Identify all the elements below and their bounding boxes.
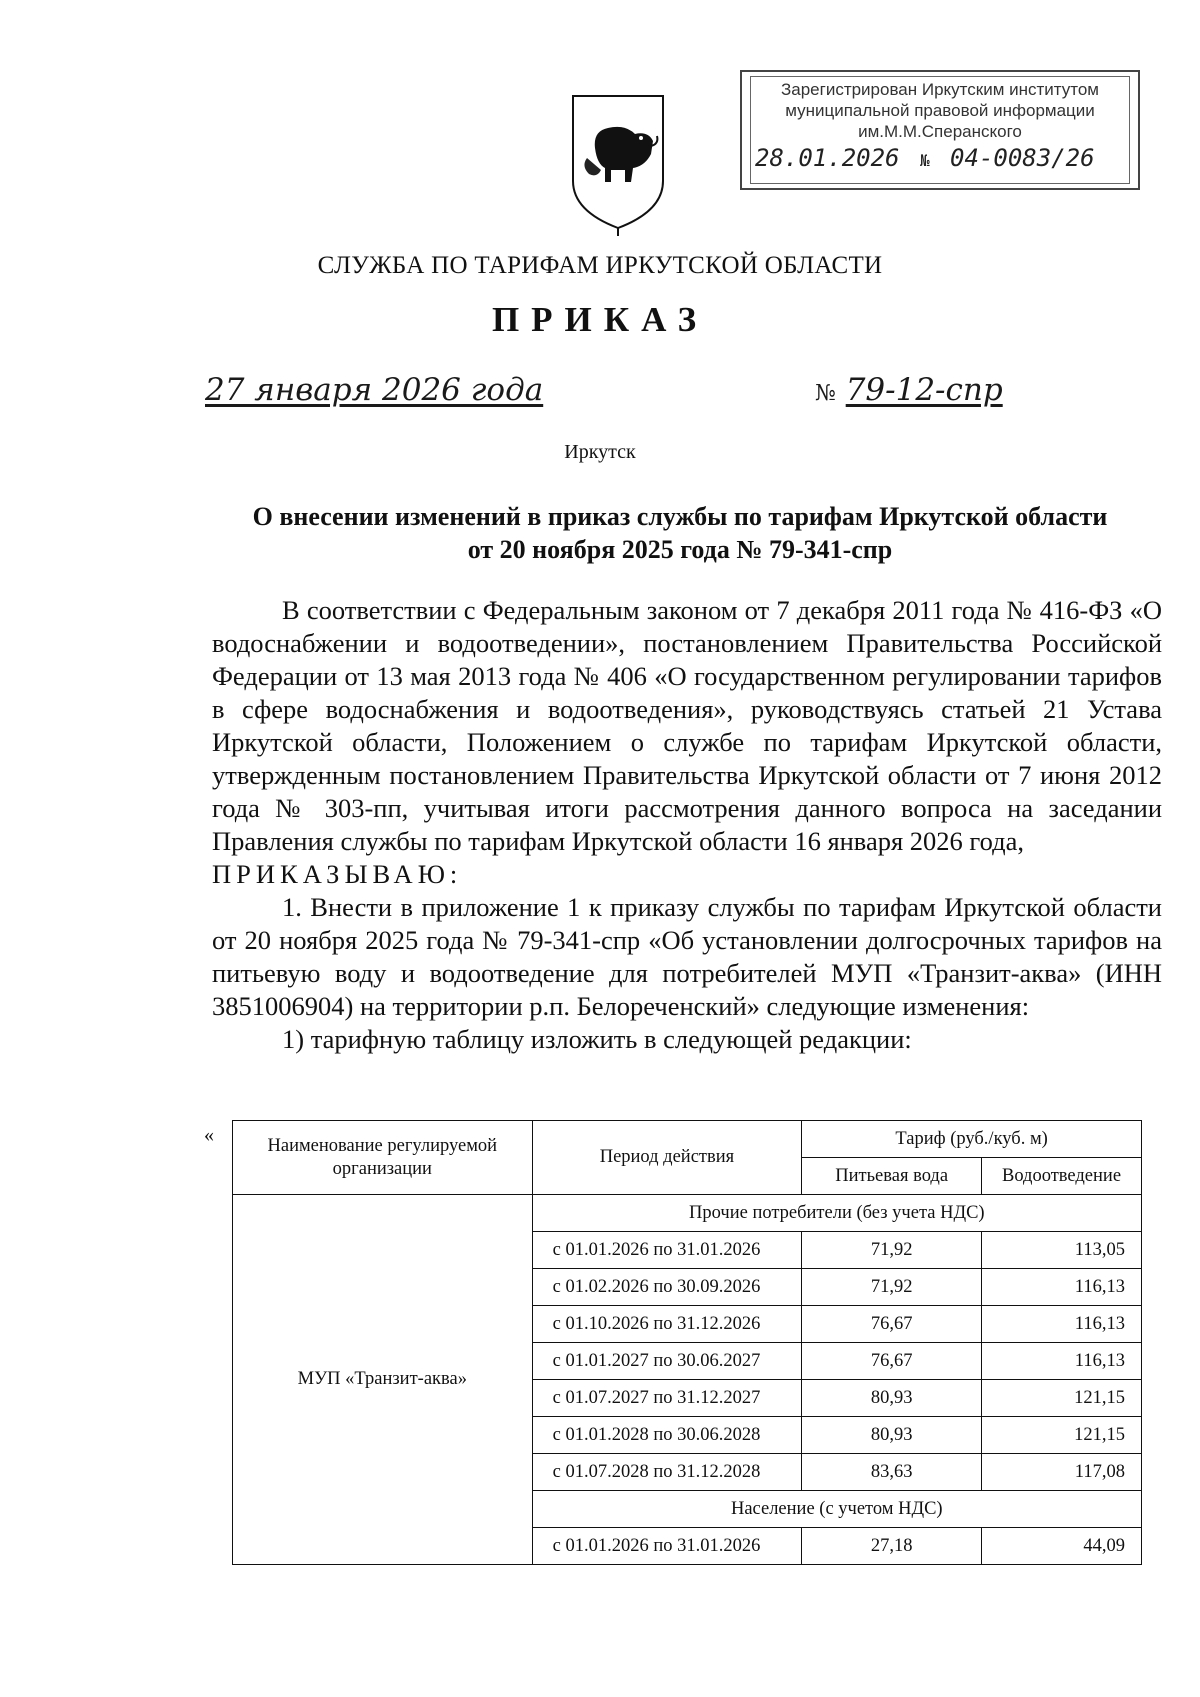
water-cell: 71,92 [802, 1232, 982, 1269]
sewer-cell: 116,13 [982, 1343, 1142, 1380]
coat-of-arms-icon [553, 86, 683, 236]
stamp-date: 28.01.2026 [755, 144, 900, 172]
opening-quote: « [204, 1124, 214, 1146]
stamp-line-2: муниципальной правовой информации [785, 101, 1095, 120]
sewer-cell: 117,08 [982, 1454, 1142, 1491]
order-number [815, 372, 1003, 408]
header-period: Период действия [532, 1121, 802, 1195]
header-water: Питьевая вода [802, 1158, 982, 1195]
sewer-cell: 116,13 [982, 1269, 1142, 1306]
stamp-no-sign: № [919, 151, 930, 170]
city: Иркутск [564, 441, 636, 463]
period-cell: с 01.01.2027 по 30.06.2027 [532, 1343, 802, 1380]
organization-cell: МУП «Транзит-аква» [233, 1195, 533, 1565]
header-tariff: Тариф (руб./куб. м) [802, 1121, 1142, 1158]
group-2-label: Население (с учетом НДС) [532, 1491, 1141, 1528]
issuing-service: СЛУЖБА ПО ТАРИФАМ ИРКУТСКОЙ ОБЛАСТИ [317, 252, 883, 279]
sewer-cell: 116,13 [982, 1306, 1142, 1343]
registration-stamp [740, 70, 1140, 190]
table-header-row [233, 1121, 1142, 1158]
stamp-handwritten-row [755, 144, 1125, 172]
number-sign: № [815, 381, 836, 406]
water-cell: 76,67 [802, 1306, 982, 1343]
title-line-2: от 20 ноября 2025 года № 79-341-спр [467, 535, 893, 564]
period-cell: с 01.10.2026 по 31.12.2026 [532, 1306, 802, 1343]
sewer-cell: 121,15 [982, 1380, 1142, 1417]
number-value: 79-12-спр [845, 372, 1003, 408]
sewer-cell: 113,05 [982, 1232, 1142, 1269]
title-line-1: О внесении изменений в приказ службы по тарифам Иркутской области [252, 502, 1108, 531]
item-1-paragraph: 1. Внести в приложение 1 к приказу службы по тарифам Иркутской области от 20 ноября 2025 года № 79-341-спр «Об установлении долгосрочных тарифов на питьевую воду и водоотведение для потребителей МУП «Транзит-аква» (ИНН 3851006904) на территории р.п. Белореченский» следующие изменения: [212, 892, 1162, 1021]
water-cell: 27,18 [802, 1528, 982, 1565]
group-1-label: Прочие потребители (без учета НДС) [532, 1195, 1141, 1232]
preamble-paragraph: В соответствии с Федеральным законом от 7 декабря 2011 года № 416-ФЗ «О водоснабжении и водоотведении», постановлением Правительства Российской Федерации от 13 мая 2013 года № 406 «О государственном регулировании тарифов в сфере водоснабжения и водоотведения», руководствуясь статьей 21 Устава Иркутской области, Положением о службе по тарифам Иркутской области, утвержденным постановлением Правительства Иркутской области от 7 июня 2012 года № 303-пп, учитывая итоги рассмотрения данного вопроса на заседании Правления службы по тарифам Иркутской области 16 января 2026 года, [212, 595, 1162, 856]
header-organization: Наименование регулируемой организации [233, 1121, 533, 1195]
period-cell: с 01.07.2028 по 31.12.2028 [532, 1454, 802, 1491]
period-cell: с 01.01.2026 по 31.01.2026 [532, 1232, 802, 1269]
water-cell: 76,67 [802, 1343, 982, 1380]
water-cell: 80,93 [802, 1417, 982, 1454]
sewer-cell: 121,15 [982, 1417, 1142, 1454]
water-cell: 80,93 [802, 1380, 982, 1417]
group-row [233, 1195, 1142, 1232]
header-sewer: Водоотведение [982, 1158, 1142, 1195]
period-cell: с 01.07.2027 по 31.12.2027 [532, 1380, 802, 1417]
period-cell: с 01.01.2028 по 30.06.2028 [532, 1417, 802, 1454]
stamp-number: 04-0083/26 [950, 144, 1095, 172]
order-title [200, 500, 1160, 566]
order-date: 27 января 2026 года [205, 372, 544, 408]
order-body [212, 594, 1162, 1056]
order-word: ПРИКАЗЫВАЮ: [212, 859, 463, 889]
subitem-1-paragraph: 1) тарифную таблицу изложить в следующей редакции: [282, 1024, 912, 1054]
period-cell: с 01.01.2026 по 31.01.2026 [532, 1528, 802, 1565]
water-cell: 71,92 [802, 1269, 982, 1306]
tariff-table [232, 1120, 1142, 1565]
stamp-line-1: Зарегистрирован Иркутским институтом [780, 80, 1099, 99]
water-cell: 83,63 [802, 1454, 982, 1491]
sewer-cell: 44,09 [982, 1528, 1142, 1565]
period-cell: с 01.02.2026 по 30.09.2026 [532, 1269, 802, 1306]
doc-type-heading: ПРИКАЗ [491, 300, 709, 339]
stamp-line-3: им.М.М.Сперанского [858, 122, 1022, 141]
